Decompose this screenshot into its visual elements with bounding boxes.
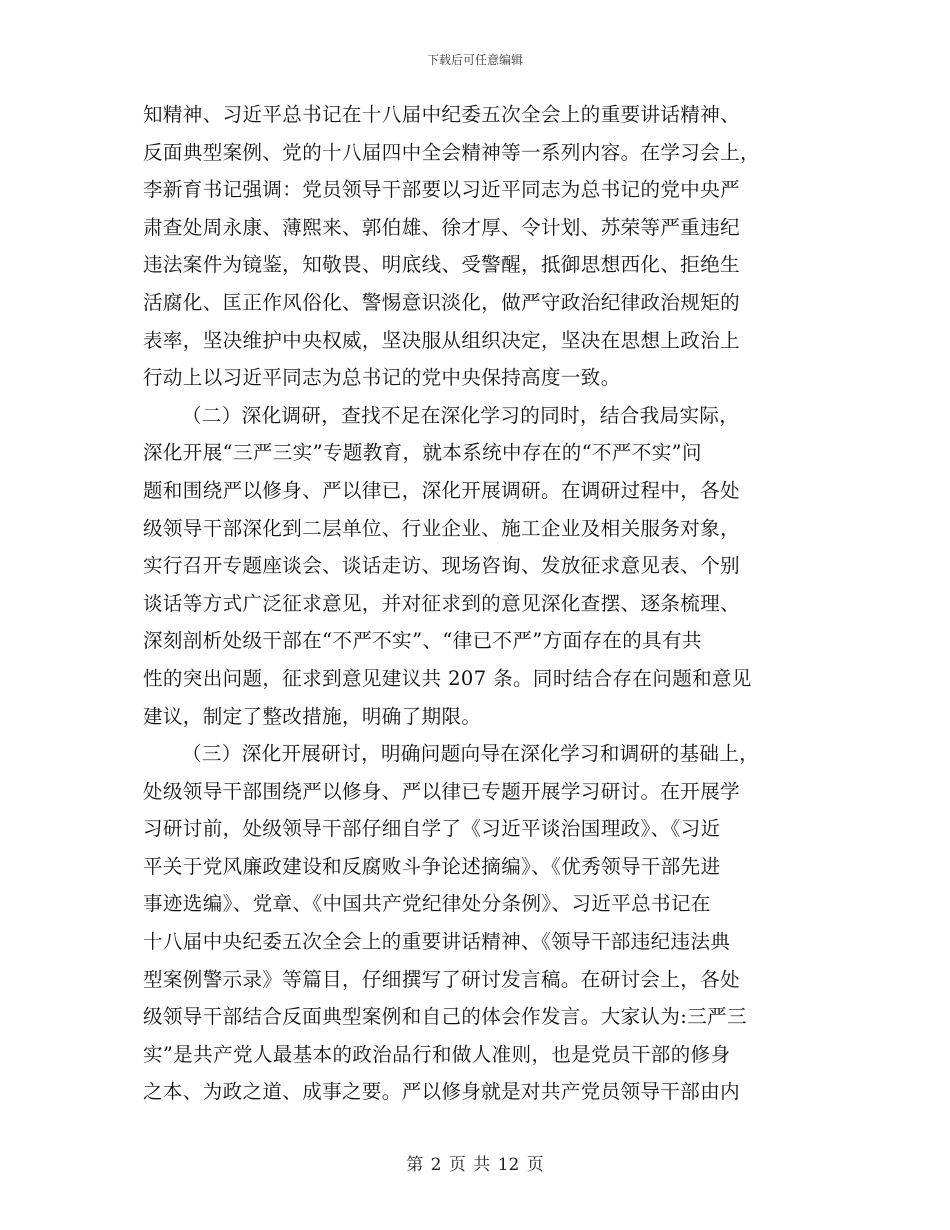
body-line: 深刻剖析处级干部在“不严不实”、“律已不严”方面存在的具有共 [143, 629, 702, 653]
body-line: 活腐化、匡正作风俗化、警惕意识淡化，做严守政治纪律政治规矩的 [143, 290, 741, 314]
body-line: 知精神、习近平总书记在十八届中纪委五次全会上的重要讲话精神、 [143, 103, 741, 126]
body-line: 行动上以习近平同志为总书记的党中央保持高度一致。 [143, 366, 621, 390]
body-line: 反面典型案例、党的十八届四中全会精神等一系列内容。在学习会上， [143, 140, 760, 164]
body-line: 深化开展“三严三实”专题教育，就本系统中存在的“不严不实”问 [143, 441, 702, 465]
body-line: 表率，坚决维护中央权威，坚决服从组织决定，坚决在思想上政治上 [143, 328, 741, 352]
body-line: 型案例警示录》等篇目，仔细撰写了研讨发言稿。在研讨会上，各处 [143, 967, 741, 991]
body-line: 题和围绕严以修身、严以律已，深化开展调研。在调研过程中，各处 [143, 478, 741, 502]
body-line: 十八届中央纪委五次全会上的重要讲话精神、《领导干部违纪违法典 [143, 930, 731, 954]
page-number-footer: 第 2 页 共 12 页 [406, 1155, 544, 1175]
body-line: 处级领导干部围绕严以修身、严以律已专题开展学习研讨。在开展学 [143, 779, 741, 803]
body-line: 肃查处周永康、薄熙来、郭伯雄、徐才厚、令计划、苏荣等严重违纪 [143, 215, 741, 239]
body-line: 违法案件为镜鉴，知敬畏、明底线、受警醒，抵御思想西化、拒绝生 [143, 253, 741, 277]
body-line: 性的突出问题，征求到意见建议共 207 条。同时结合存在问题和意见 [143, 666, 752, 690]
body-line: 建议，制定了整改措施，明确了期限。 [143, 704, 482, 728]
body-line: 李新育书记强调：党员领导干部要以习近平同志为总书记的党中央严 [143, 178, 741, 202]
body-line: 平关于党风廉政建设和反腐败斗争论述摘编》、《优秀领导干部先进 [143, 854, 721, 878]
paragraph-start-line: （二）深化调研，查找不足在深化学习的同时，结合我局实际， [182, 403, 740, 427]
page-header: 下载后可任意编辑 [426, 53, 523, 67]
body-line: 级领导干部深化到二层单位、行业企业、施工企业及相关服务对象， [143, 516, 741, 540]
body-line: 实行召开专题座谈会、谈话走访、现场咨询、发放征求意见表、个别 [143, 554, 741, 578]
body-line: 事迹选编》、党章、《中国共产党纪律处分条例》、习近平总书记在 [143, 892, 711, 916]
paragraph-start-line: （三）深化开展研讨，明确问题向导在深化学习和调研的基础上， [182, 742, 760, 766]
body-line: 习研讨前，处级领导干部仔细自学了《习近平谈治国理政》、《习近 [143, 817, 721, 841]
document-body [143, 96, 808, 1111]
body-line: 级领导干部结合反面典型案例和自己的体会作发言。大家认为:三严三 [143, 1005, 747, 1029]
body-line: 实”是共产党人最基本的政治品行和做人准则，也是党员干部的修身 [143, 1042, 731, 1066]
body-line: 之本、为政之道、成事之要。严以修身就是对共产党员领导干部由内 [143, 1080, 741, 1104]
body-line: 谈话等方式广泛征求意见，并对征求到的意见深化查摆、逐条梳理、 [143, 591, 741, 615]
